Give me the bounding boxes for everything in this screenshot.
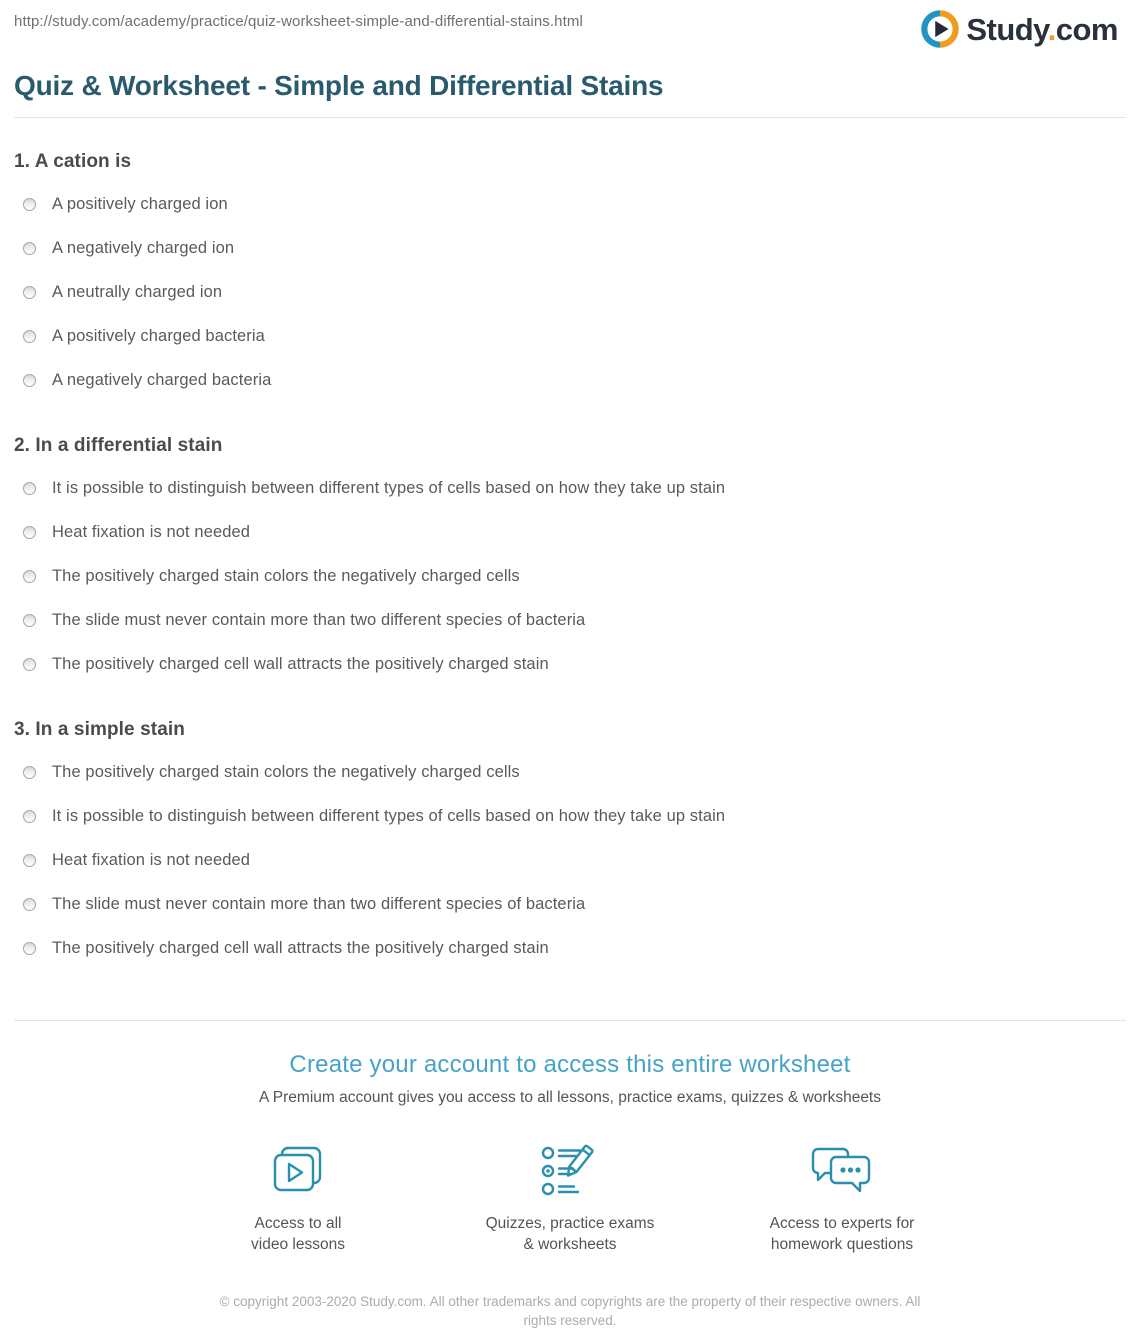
option-label[interactable]: The slide must never contain more than two different species of bacteria [52, 894, 586, 913]
radio-button-icon[interactable] [23, 286, 36, 299]
title-divider [14, 117, 1126, 118]
option-label[interactable]: The positively charged stain colors the negatively charged cells [52, 566, 520, 585]
answer-option[interactable] [14, 838, 1126, 882]
page-header [14, 0, 1126, 58]
feature-expert-chat [752, 1143, 932, 1256]
radio-button-icon[interactable] [23, 614, 36, 627]
radio-button-icon[interactable] [23, 526, 36, 539]
answer-option[interactable] [14, 598, 1126, 642]
option-label[interactable]: It is possible to distinguish between different types of cells based on how they take up stain [52, 806, 726, 825]
feature-video-lessons [208, 1143, 388, 1256]
option-label[interactable]: The positively charged cell wall attracts the positively charged stain [52, 938, 549, 957]
answer-option[interactable] [14, 358, 1126, 402]
option-label[interactable]: A neutrally charged ion [52, 282, 223, 301]
option-label[interactable]: The positively charged stain colors the negatively charged cells [52, 762, 520, 781]
option-label[interactable]: A negatively charged bacteria [52, 370, 272, 389]
chat-experts-icon [811, 1143, 873, 1199]
page-url: http://study.com/academy/practice/quiz-worksheet-simple-and-differential-stains.html [14, 13, 583, 30]
feature-list [14, 1143, 1126, 1256]
question-options [14, 466, 1126, 686]
radio-button-icon[interactable] [23, 242, 36, 255]
option-label[interactable]: It is possible to distinguish between different types of cells based on how they take up stain [52, 478, 726, 497]
studycom-logo[interactable] [921, 10, 1118, 48]
answer-option[interactable] [14, 466, 1126, 510]
radio-button-icon[interactable] [23, 198, 36, 211]
quizzes-worksheets-icon [540, 1143, 600, 1199]
option-label[interactable]: A negatively charged ion [52, 238, 235, 257]
radio-button-icon[interactable] [23, 766, 36, 779]
option-label[interactable]: A positively charged bacteria [52, 326, 265, 345]
answer-option[interactable] [14, 182, 1126, 226]
create-account-link[interactable]: Create your account to access this entire worksheet [289, 1051, 851, 1078]
answer-option[interactable] [14, 794, 1126, 838]
feature-label: Access to experts for homework questions [769, 1215, 915, 1254]
answer-option[interactable] [14, 926, 1126, 970]
question-heading: 1. A cation is [14, 151, 132, 172]
page-title: Quiz & Worksheet - Simple and Differential Stains [14, 70, 664, 101]
question-heading: 3. In a simple stain [14, 719, 185, 740]
quiz-questions [14, 151, 1126, 970]
question-block [14, 435, 1126, 686]
radio-button-icon[interactable] [23, 374, 36, 387]
radio-button-icon[interactable] [23, 482, 36, 495]
option-label[interactable]: Heat fixation is not needed [52, 850, 251, 869]
feature-label: Quizzes, practice exams & worksheets [485, 1215, 655, 1254]
radio-button-icon[interactable] [23, 330, 36, 343]
question-options [14, 750, 1126, 970]
question-block [14, 719, 1126, 970]
radio-button-icon[interactable] [23, 854, 36, 867]
section-divider [14, 1020, 1126, 1021]
radio-button-icon[interactable] [23, 658, 36, 671]
radio-button-icon[interactable] [23, 898, 36, 911]
premium-subheading: A Premium account gives you access to all lessons, practice exams, quizzes & worksheets [259, 1089, 881, 1106]
answer-option[interactable] [14, 270, 1126, 314]
answer-option[interactable] [14, 554, 1126, 598]
question-options [14, 182, 1126, 402]
option-label[interactable]: A positively charged ion [52, 194, 228, 213]
option-label[interactable]: The slide must never contain more than two different species of bacteria [52, 610, 586, 629]
question-heading: 2. In a differential stain [14, 435, 223, 456]
option-label[interactable]: The positively charged cell wall attracts the positively charged stain [52, 654, 549, 673]
answer-option[interactable] [14, 226, 1126, 270]
answer-option[interactable] [14, 510, 1126, 554]
answer-option[interactable] [14, 642, 1126, 686]
radio-button-icon[interactable] [23, 810, 36, 823]
radio-button-icon[interactable] [23, 942, 36, 955]
option-label[interactable]: Heat fixation is not needed [52, 522, 251, 541]
question-block [14, 151, 1126, 402]
video-lessons-icon [270, 1143, 326, 1199]
answer-option[interactable] [14, 314, 1126, 358]
logo-wordmark: Study.com [966, 11, 1118, 47]
radio-button-icon[interactable] [23, 570, 36, 583]
answer-option[interactable] [14, 882, 1126, 926]
feature-label: Access to all video lessons [251, 1215, 345, 1254]
feature-quizzes-worksheets [480, 1143, 660, 1256]
copyright-notice: © copyright 2003-2020 Study.com. All other trademarks and copyrights are the property of their respective owners. All rights reserved. [219, 1293, 921, 1329]
answer-option[interactable] [14, 750, 1126, 794]
play-circle-icon [921, 10, 959, 48]
